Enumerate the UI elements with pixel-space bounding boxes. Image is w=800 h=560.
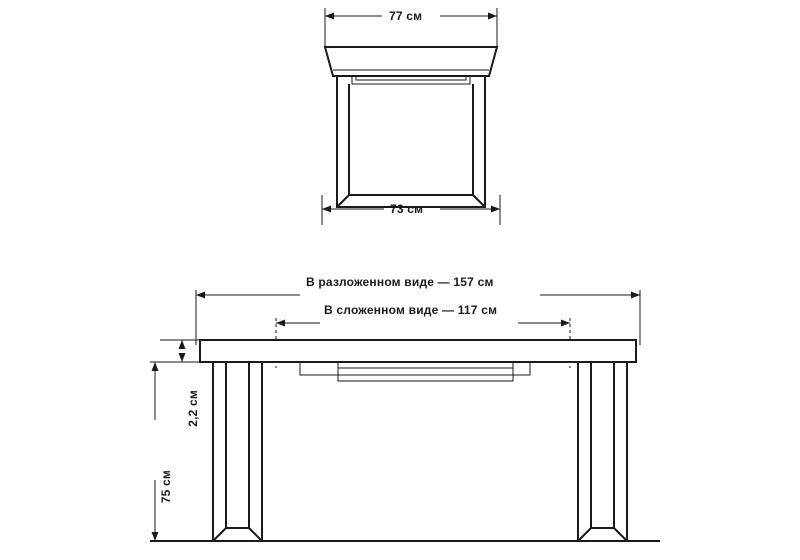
front-view-right-leg xyxy=(578,362,627,541)
dimension-label-length-folded: В сложенном виде — 117 см xyxy=(324,303,498,317)
front-view-extension-mechanism xyxy=(300,362,530,381)
top-view-leg-frame xyxy=(337,76,485,207)
dimension-label-width-base: 73 см xyxy=(390,202,424,216)
dimension-75 xyxy=(150,362,205,541)
top-view-group xyxy=(322,8,500,225)
top-view-extension-rails xyxy=(352,76,470,84)
front-view-tabletop xyxy=(200,340,636,362)
top-view-tabletop xyxy=(325,47,497,76)
dimension-2-2 xyxy=(160,340,205,362)
dimension-label-length-extended: В разложенном виде — 157 см xyxy=(306,275,494,289)
front-view-left-leg xyxy=(213,362,262,541)
front-view-group xyxy=(150,290,660,541)
dimension-label-thickness: 2,2 см xyxy=(186,390,200,427)
dimension-label-height: 75 см xyxy=(159,470,173,504)
dimension-label-width-top: 77 см xyxy=(389,9,423,23)
dimension-157 xyxy=(196,290,640,345)
